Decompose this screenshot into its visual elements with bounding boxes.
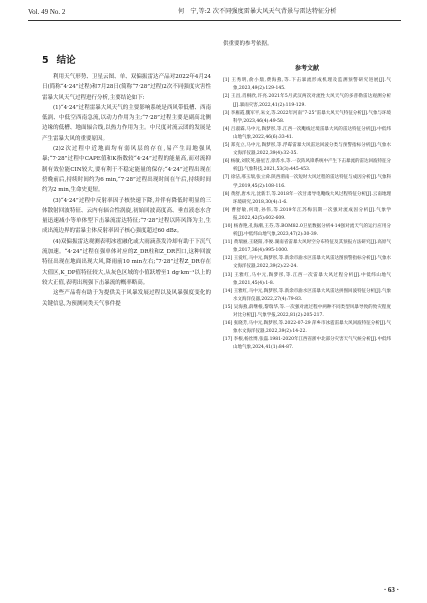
paragraph-conclusion-2: (2)2次过程中近地面均有弱风层的存在,易产生局地强风暴;“7·28”过程中CAPE值和K指数较“4·24”过程的能量高,而对流抑制有效位能CIN较大,要有利于不稳定能量的保存;“4·24”过程出现在傍晚前后,持续时间约为6 min,“7·28”过程出现时间在午后,持续时间约为2 min,生命史更短。 (42, 146, 211, 194)
reference-item: [5] 郑克立,马中元,陶梦彤,等.浮霉雷暴大风雷达回波分类与预警指标分析[J].气象水文海洋仪器,2022,39(4):32-35. (223, 143, 391, 157)
reference-item: [11] 黄瑞丽,王晓阳,李俊.湖南省雷暴大风时空分布特征及其预报方法研究[J].高原气象,2017,36(4):995-1000. (223, 240, 391, 254)
header-divider (28, 20, 401, 21)
references-heading: 参考文献 (294, 65, 319, 73)
paragraph-continuation: 供重要的参考依据。 (223, 41, 273, 47)
reference-item: [2] 王昌,肖桐欣,许亮.2021年5月武汉两次对流性大风天气的多普勒雷达观测分析[J].暴雨灾害,2022,41(2):119-129. (223, 94, 391, 108)
paragraph-conclusion-4: (4)双偏振雷达观测表明冰雹融化或大雨滴蒸发冷却有助于下沉气流加速。“4·24”过程在强单体对应的Z_DR柱和Z_DR凹口,这种回波特征出现在地面出现大风,降雨前10 min左右;“7·28”过程Z_DR存在大值区,K_DP值特征较大,从灰色区域的小值跃增至1 dg·km⁻¹以上的较大正值,表明出现强下击暴流的概率略高。 (42, 238, 211, 286)
page-number: · 63 · (383, 586, 399, 594)
running-title: 何 宁,等:2 次不同强度雷暴大风天气背景与雷达特征分析 (178, 8, 337, 15)
reference-item: [6] 杨敏,刘钦英,骆星吉,徐苏水,等.一次阵风锋系统中产生下击暴流的雷达回波特征分析[J].气象科技,2021,53(3):445-453. (223, 159, 391, 173)
left-column (42, 52, 211, 309)
reference-item: [9] 曹舒敏,何琦,孙伟,等.2019年江苏梅汛期一次强对流成因分析[J].气象学报,2022,42(5):602-609. (223, 207, 391, 221)
paragraph-conclusion-3: (3)“4·24”过程中反射率因子核快速下降,并伴有降低时明显的三体散射回波特征、云内有辐合性涡旋,初始回波高度高、垂直液态水含量迅速减小等单体型下击暴流雷达特征;“7·28”过程以阵风锋为主,生成出流边界的雷暴主体反射率因子核心强度超过60 dBz。 (42, 197, 211, 235)
reference-item: [16] 张晓芳,马中元,陶梦彤,等.2022-07-29 萍乡市冰雹雷暴大风回波特征分析[J].气象水文海洋仪器,2022,39(2):14-22. (223, 321, 391, 335)
volume-label: Vol. 49 No. 2 (28, 8, 66, 16)
reference-item: [17] 李根,杨丝博,张磊.1981-2020年江西省浙中北部分灾害天气气候分析[J].中低纬山地气象,2024,41(1):84-87. (223, 337, 391, 351)
reference-item: [10] 杨春艳,孔海潮,王芬,等.BOM82.0卫星数据分析4·14强对流天气的运行应用分析[J].中低纬山地气象,2023,47(2):30-39. (223, 223, 391, 238)
paragraph-closing: 这些产品将有助于为提供关于风暴发展过程以及风暴强度变化的关键信息,为预测同类天气事件提 (42, 290, 211, 307)
section-heading (42, 52, 211, 66)
reference-item: [8] 黄舒,唐木元,沈新丰,等.2018年一次甘肃导电飑线大风过程特征分析[J].云南地理环境研究,2018,30(4):1-6. (223, 191, 391, 205)
paragraph-intro: 利用天气形势、卫星云图、单、双偏振雷达产品对2022年4月24日(简称“4·24”过程)和7月28日(简称“7·28”过程)2次不同强度灾害性雷暴大风天气过程进行分析,主要结论如下: (42, 74, 211, 101)
reference-item: [13] 王雅红,马中元,陶梦彤,等.江西一次雷暴大风过程分析[J].中低纬山地气象,2021,45(4):1-8. (223, 272, 391, 286)
reference-item: [1] 王秀明,俞小鼎,费海燕,等.下击暴流形成机理及监测预警研究进展[J].气象,2023,49(2):129-145. (223, 78, 391, 92)
section-title: 结论 (56, 55, 76, 66)
section-number: 5 (42, 55, 49, 66)
reference-item: [12] 王爱红,马中元,陶梦彤,等.新余市渝水区雷暴大风雷达图预警指标分析[J].气象水文海洋仪器,2022,39(2):22-24. (223, 256, 391, 270)
paragraph-conclusion-1: (1)“4·24”过程雷暴大风天气的主要影响系统是西风带低槽、西南低涡、中低空西南急流,以动力作用为主;“7·28”过程主要是副高北侧边缘的低槽、地面辐合线,以热力作用为主。中尺度对流云团的发展是产生雷暴大风的重要原因。 (42, 104, 211, 142)
reference-list (223, 77, 391, 352)
running-header (28, 5, 401, 19)
reference-item: [7] 徐洁,邢玉瑞,张立舜.陕西渭南一次短时大风过程的雷达特征与成因分析[J].气象科学,2019,45(2):108-116. (223, 175, 391, 189)
reference-item: [4] 吕淑霖,马中元,陶梦彤,等.江西一次飑线过境雷暴大风的雷达特征分析[J].中低纬山地气象,2022,46(6):33-41. (223, 126, 391, 140)
reference-item: [14] 王雅红,马中元,陶梦彤,等.新余市渝水区雷暴大风雷达拼图回波特征分析[J].气象水文海洋仪器,2022,27(4):79-83. (223, 288, 391, 302)
reference-item: [15] 吴海燕,薛继根,黎瑞华,等.一次强对流过程中两种不同类型风暴导致的致灾程度对比分析[J].气象学报,2022,81(2):205-217. (223, 304, 391, 319)
reference-item: [3] 李雁霞,魏军平,朱文,等.2022年河南“7·25”雷暴大风天气特征分析[J].气象与环境科学,2023,46(4):49-58. (223, 110, 391, 124)
right-column (223, 39, 391, 352)
